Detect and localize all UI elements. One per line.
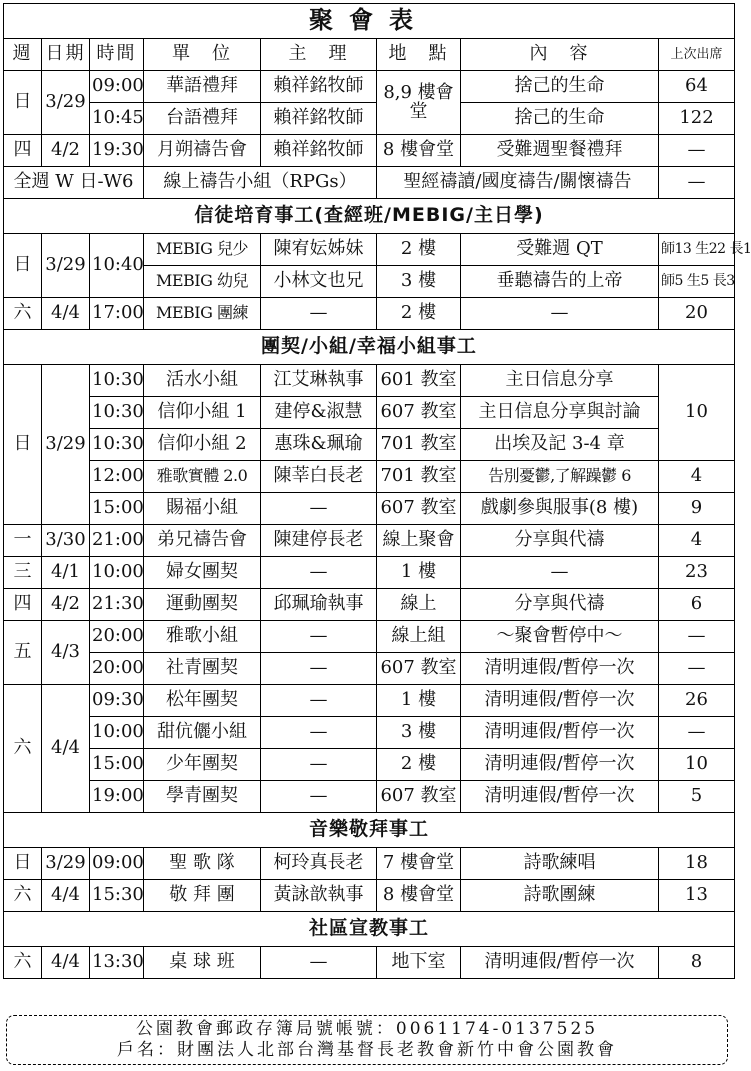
content-cell: 垂聽禱告的上帝 [461, 266, 659, 298]
leader-cell: — [261, 493, 377, 525]
time-cell: 10:30 [90, 429, 144, 461]
leader-cell: 賴祥銘牧師 [261, 135, 377, 167]
leader-cell: 黃詠歆執事 [261, 880, 377, 912]
table-row [4, 880, 735, 912]
leader-cell: — [261, 621, 377, 653]
attendance-cell: 26 [659, 685, 735, 717]
table-row [4, 848, 735, 880]
leader-cell: 邱珮瑜執事 [261, 589, 377, 621]
time-cell: 19:00 [90, 781, 144, 813]
attendance-cell: 8 [659, 947, 735, 979]
content-cell: 出埃及記 3-4 章 [461, 429, 659, 461]
unit-cell: 賜福小組 [144, 493, 261, 525]
place-cell: 3 樓 [377, 717, 461, 749]
time-cell: 09:00 [90, 71, 144, 103]
date-cell: 3/30 [42, 525, 90, 557]
attendance-cell: — [659, 167, 735, 199]
unit-cell: 運動團契 [144, 589, 261, 621]
day-cell: 日 [4, 71, 42, 135]
time-cell: 09:00 [90, 848, 144, 880]
leader-cell: — [261, 653, 377, 685]
header-date: 日期 [42, 39, 90, 71]
unit-cell: 婦女團契 [144, 557, 261, 589]
table-row [4, 685, 735, 717]
place-cell: 2 樓 [377, 749, 461, 781]
content-cell: 清明連假/暫停一次 [461, 685, 659, 717]
attendance-cell: 122 [659, 103, 735, 135]
content-cell: 清明連假/暫停一次 [461, 781, 659, 813]
content-cell: 分享與代禱 [461, 525, 659, 557]
leader-cell: — [261, 749, 377, 781]
leader-cell: 陳建停長老 [261, 525, 377, 557]
content-cell: 捨己的生命 [461, 103, 659, 135]
section-row [4, 199, 735, 234]
unit-cell: 學青團契 [144, 781, 261, 813]
date-cell: 4/4 [42, 947, 90, 979]
place-cell: 8 樓會堂 [377, 135, 461, 167]
unit-cell: 月朔禱告會 [144, 135, 261, 167]
content-cell: 捨己的生命 [461, 71, 659, 103]
table-row [4, 589, 735, 621]
leader-cell: 建停&淑慧 [261, 397, 377, 429]
time-cell: 19:30 [90, 135, 144, 167]
attendance-cell: 4 [659, 525, 735, 557]
section-row [4, 330, 735, 365]
header-row [4, 39, 735, 71]
time-cell: 20:00 [90, 621, 144, 653]
leader-cell: 惠珠&珮瑜 [261, 429, 377, 461]
day-cell: 三 [4, 557, 42, 589]
time-cell: 10:30 [90, 365, 144, 397]
table-row [4, 167, 735, 199]
content-cell: 告別憂鬱,了解躁鬱 6 [461, 461, 659, 493]
attendance-cell: 64 [659, 71, 735, 103]
day-cell: 一 [4, 525, 42, 557]
time-cell: 21:00 [90, 525, 144, 557]
time-cell: 15:00 [90, 749, 144, 781]
table-row [4, 103, 735, 135]
header-unit: 單 位 [144, 39, 261, 71]
header-leader: 主 理 [261, 39, 377, 71]
day-cell: 四 [4, 589, 42, 621]
day-cell: 日 [4, 234, 42, 298]
unit-cell: 聖 歌 隊 [144, 848, 261, 880]
place-cell: 線上聚會 [377, 525, 461, 557]
leader-cell: 賴祥銘牧師 [261, 103, 377, 135]
day-cell: 四 [4, 135, 42, 167]
table-row [4, 429, 735, 461]
attendance-cell: 6 [659, 589, 735, 621]
content-cell: 分享與代禱 [461, 589, 659, 621]
table-row [4, 653, 735, 685]
table-row [4, 135, 735, 167]
leader-cell: — [261, 947, 377, 979]
table-row [4, 947, 735, 979]
attendance-cell: — [659, 717, 735, 749]
date-cell: 4/4 [42, 298, 90, 330]
time-cell: 10:00 [90, 717, 144, 749]
content-cell: 詩歌練唱 [461, 848, 659, 880]
leader-cell: — [261, 781, 377, 813]
table-row [4, 749, 735, 781]
leader-cell: 柯玲真長老 [261, 848, 377, 880]
content-cell: 清明連假/暫停一次 [461, 749, 659, 781]
table-row [4, 621, 735, 653]
leader-cell: — [261, 557, 377, 589]
place-cell: 2 樓 [377, 298, 461, 330]
content-cell: 聖經禱讀/國度禱告/關懷禱告 [377, 167, 659, 199]
attendance-cell: 師5 生5 長3 [659, 266, 735, 298]
table-row [4, 525, 735, 557]
date-cell: 3/29 [42, 234, 90, 298]
day-cell: 六 [4, 880, 42, 912]
unit-cell: MEBIG 幼兒 [144, 266, 261, 298]
header-place: 地 點 [377, 39, 461, 71]
header-time: 時間 [90, 39, 144, 71]
date-cell: 4/4 [42, 685, 90, 813]
content-cell: 詩歌團練 [461, 880, 659, 912]
time-cell: 10:00 [90, 557, 144, 589]
time-cell: 17:00 [90, 298, 144, 330]
day-cell: 日 [4, 365, 42, 525]
date-cell: 3/29 [42, 71, 90, 135]
table-row [4, 234, 735, 266]
place-cell: 2 樓 [377, 234, 461, 266]
title-row [4, 4, 735, 39]
table-row [4, 397, 735, 429]
account-name-line: 戶名：財團法人北部台灣基督長老教會新竹中會公園教會 [117, 1040, 617, 1060]
date-cell: 3/29 [42, 365, 90, 525]
day-cell: 六 [4, 947, 42, 979]
day-cell: 五 [4, 621, 42, 685]
place-cell: 8,9 樓會堂 [377, 71, 461, 135]
attendance-cell: 4 [659, 461, 735, 493]
place-cell: 607 教室 [377, 653, 461, 685]
time-cell: 09:30 [90, 685, 144, 717]
place-cell: 607 教室 [377, 397, 461, 429]
unit-cell: 甜伉儷小組 [144, 717, 261, 749]
place-cell: 3 樓 [377, 266, 461, 298]
table-row [4, 298, 735, 330]
section-row [4, 813, 735, 848]
place-cell: 1 樓 [377, 557, 461, 589]
unit-cell: 華語禮拜 [144, 71, 261, 103]
time-cell: 15:00 [90, 493, 144, 525]
content-cell: 受難週聖餐禮拜 [461, 135, 659, 167]
attendance-cell: 18 [659, 848, 735, 880]
leader-cell: 江艾琳執事 [261, 365, 377, 397]
leader-cell: 賴祥銘牧師 [261, 71, 377, 103]
time-cell: 13:30 [90, 947, 144, 979]
attendance-cell: 師13 生22 長1 [659, 234, 735, 266]
attendance-cell: 13 [659, 880, 735, 912]
table-row [4, 71, 735, 103]
date-cell: 4/2 [42, 589, 90, 621]
day-cell: 六 [4, 685, 42, 813]
day-cell: 六 [4, 298, 42, 330]
attendance-cell: 20 [659, 298, 735, 330]
place-cell: 8 樓會堂 [377, 880, 461, 912]
date-cell: 4/3 [42, 621, 90, 685]
content-cell: 戲劇參與服事(8 樓) [461, 493, 659, 525]
unit-cell: 信仰小組 1 [144, 397, 261, 429]
place-cell: 7 樓會堂 [377, 848, 461, 880]
content-cell: 清明連假/暫停一次 [461, 717, 659, 749]
time-cell: 10:30 [90, 397, 144, 429]
content-cell: 清明連假/暫停一次 [461, 947, 659, 979]
attendance-cell: — [659, 135, 735, 167]
account-number-line: 公園教會郵政存簿局號帳號：0061174-0137525 [135, 1019, 599, 1039]
period-cell: 全週 W 日-W6 [4, 167, 144, 199]
header-last-attendance: 上次出席 [659, 39, 735, 71]
section-row [4, 912, 735, 947]
unit-cell: 松年團契 [144, 685, 261, 717]
header-week: 週 [4, 39, 42, 71]
date-cell: 4/4 [42, 880, 90, 912]
section-title-fellowship: 團契/小組/幸福小組事工 [4, 330, 735, 365]
table-row [4, 493, 735, 525]
leader-cell: — [261, 685, 377, 717]
time-cell: 21:30 [90, 589, 144, 621]
unit-cell: MEBIG 團練 [144, 298, 261, 330]
table-row [4, 781, 735, 813]
section-title-discipleship: 信徒培育事工(查經班/MEBIG/主日學) [4, 199, 735, 234]
leader-cell: 陳莘白長老 [261, 461, 377, 493]
place-cell: 601 教室 [377, 365, 461, 397]
attendance-cell: 23 [659, 557, 735, 589]
unit-cell: 少年團契 [144, 749, 261, 781]
leader-cell: — [261, 717, 377, 749]
place-cell: 線上組 [377, 621, 461, 653]
day-cell: 日 [4, 848, 42, 880]
place-cell: 線上 [377, 589, 461, 621]
unit-cell: 台語禮拜 [144, 103, 261, 135]
unit-cell: 雅歌小組 [144, 621, 261, 653]
place-cell: 701 教室 [377, 429, 461, 461]
unit-cell: 社青團契 [144, 653, 261, 685]
attendance-cell: 9 [659, 493, 735, 525]
time-cell: 15:30 [90, 880, 144, 912]
unit-cell: 雅歌實體 2.0 [144, 461, 261, 493]
date-cell: 4/2 [42, 135, 90, 167]
leader-cell: — [261, 298, 377, 330]
attendance-cell: — [659, 653, 735, 685]
attendance-cell: — [659, 621, 735, 653]
place-cell: 地下室 [377, 947, 461, 979]
schedule-table [3, 3, 751, 979]
unit-cell: 桌 球 班 [144, 947, 261, 979]
unit-cell: 敬 拜 團 [144, 880, 261, 912]
table-row [4, 365, 735, 397]
content-cell: 主日信息分享 [461, 365, 659, 397]
unit-cell: MEBIG 兒少 [144, 234, 261, 266]
date-cell: 4/1 [42, 557, 90, 589]
unit-cell: 信仰小組 2 [144, 429, 261, 461]
place-cell: 1 樓 [377, 685, 461, 717]
date-cell: 3/29 [42, 848, 90, 880]
attendance-cell: 5 [659, 781, 735, 813]
attendance-cell: 10 [659, 365, 735, 461]
unit-cell: 弟兄禱告會 [144, 525, 261, 557]
content-cell: 受難週 QT [461, 234, 659, 266]
unit-cell: 線上禱告小組（RPGs） [144, 167, 377, 199]
section-title-community: 社區宣教事工 [4, 912, 735, 947]
table-row [4, 717, 735, 749]
attendance-cell: 10 [659, 749, 735, 781]
place-cell: 607 教室 [377, 493, 461, 525]
content-cell: — [461, 298, 659, 330]
time-cell: 10:45 [90, 103, 144, 135]
place-cell: 701 教室 [377, 461, 461, 493]
time-cell: 10:40 [90, 234, 144, 298]
content-cell: ～聚會暫停中～ [461, 621, 659, 653]
time-cell: 20:00 [90, 653, 144, 685]
unit-cell: 活水小組 [144, 365, 261, 397]
table-row [4, 557, 735, 589]
time-cell: 12:00 [90, 461, 144, 493]
leader-cell: 小林文也兄 [261, 266, 377, 298]
account-info-box [6, 1015, 728, 1065]
content-cell: 清明連假/暫停一次 [461, 653, 659, 685]
section-title-music: 音樂敬拜事工 [4, 813, 735, 848]
content-cell: 主日信息分享與討論 [461, 397, 659, 429]
place-cell: 607 教室 [377, 781, 461, 813]
page-title: 聚會表 [4, 4, 735, 39]
content-cell: — [461, 557, 659, 589]
header-content: 內 容 [461, 39, 659, 71]
table-row [4, 461, 735, 493]
leader-cell: 陳宥妘姊妹 [261, 234, 377, 266]
